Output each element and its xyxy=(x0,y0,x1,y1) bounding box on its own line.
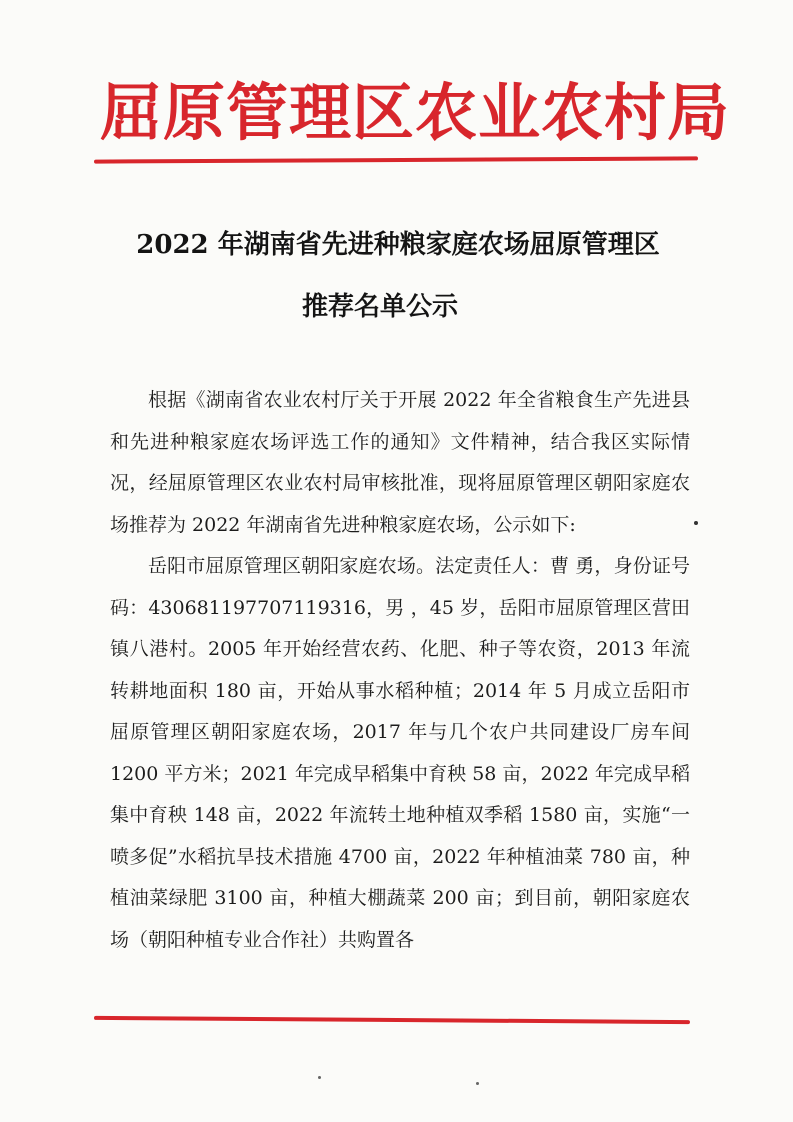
document-title-line-2: 推荐名单公示 xyxy=(302,292,459,322)
body-paragraph-1: 根据《湖南省农业农村厅关于开展 2022 年全省粮食生产先进县和先进种粮家庭农场评选工作的通知》文件精神，结合我区实际情况，经屈原管理区农业农村局审核批准，现将屈原管理区朝阳家庭农场推荐为 2022 年湖南省先进种粮家庭农场，公示如下: xyxy=(110,389,690,536)
scan-speck xyxy=(318,1076,321,1079)
document-body xyxy=(110,380,690,961)
scan-mark xyxy=(694,521,698,525)
letterhead-org-name: 屈原管理区农业农村局 xyxy=(100,76,731,149)
letterhead-red-rule xyxy=(94,156,698,163)
scan-speck xyxy=(476,1082,479,1085)
document-title-line-1: 2022 年湖南省先进种粮家庭农场屈原管理区 xyxy=(136,230,660,260)
body-paragraph-2: 岳阳市屈原管理区朝阳家庭农场。法定责任人：曹 勇，身份证号码：430681197707119316，男 ，45 岁，岳阳市屈原管理区营田镇八港村。2005 年开始经营农药、化肥、种子等农资，2013 年流转耕地面积 180 亩，开始从事水稻种植；2014 年 5 月成立岳阳市屈原管理区朝阳家庭农场，2017 年与几个农户共同建设厂房车间 1200 平方米；2021 年完成早稻集中育秧 58 亩，2022 年完成早稻集中育秧 148 亩，2022 年流转土地种植双季稻 1580 亩，实施“一喷多促”水稻抗旱技术措施 4700 亩，2022 年种植油菜 780 亩，种植油菜绿肥 3100 亩，种植大棚蔬菜 200 亩；到目前，朝阳家庭农场（朝阳种植专业合作社）共购置各 xyxy=(110,555,690,951)
footer-red-rule xyxy=(94,1016,690,1024)
